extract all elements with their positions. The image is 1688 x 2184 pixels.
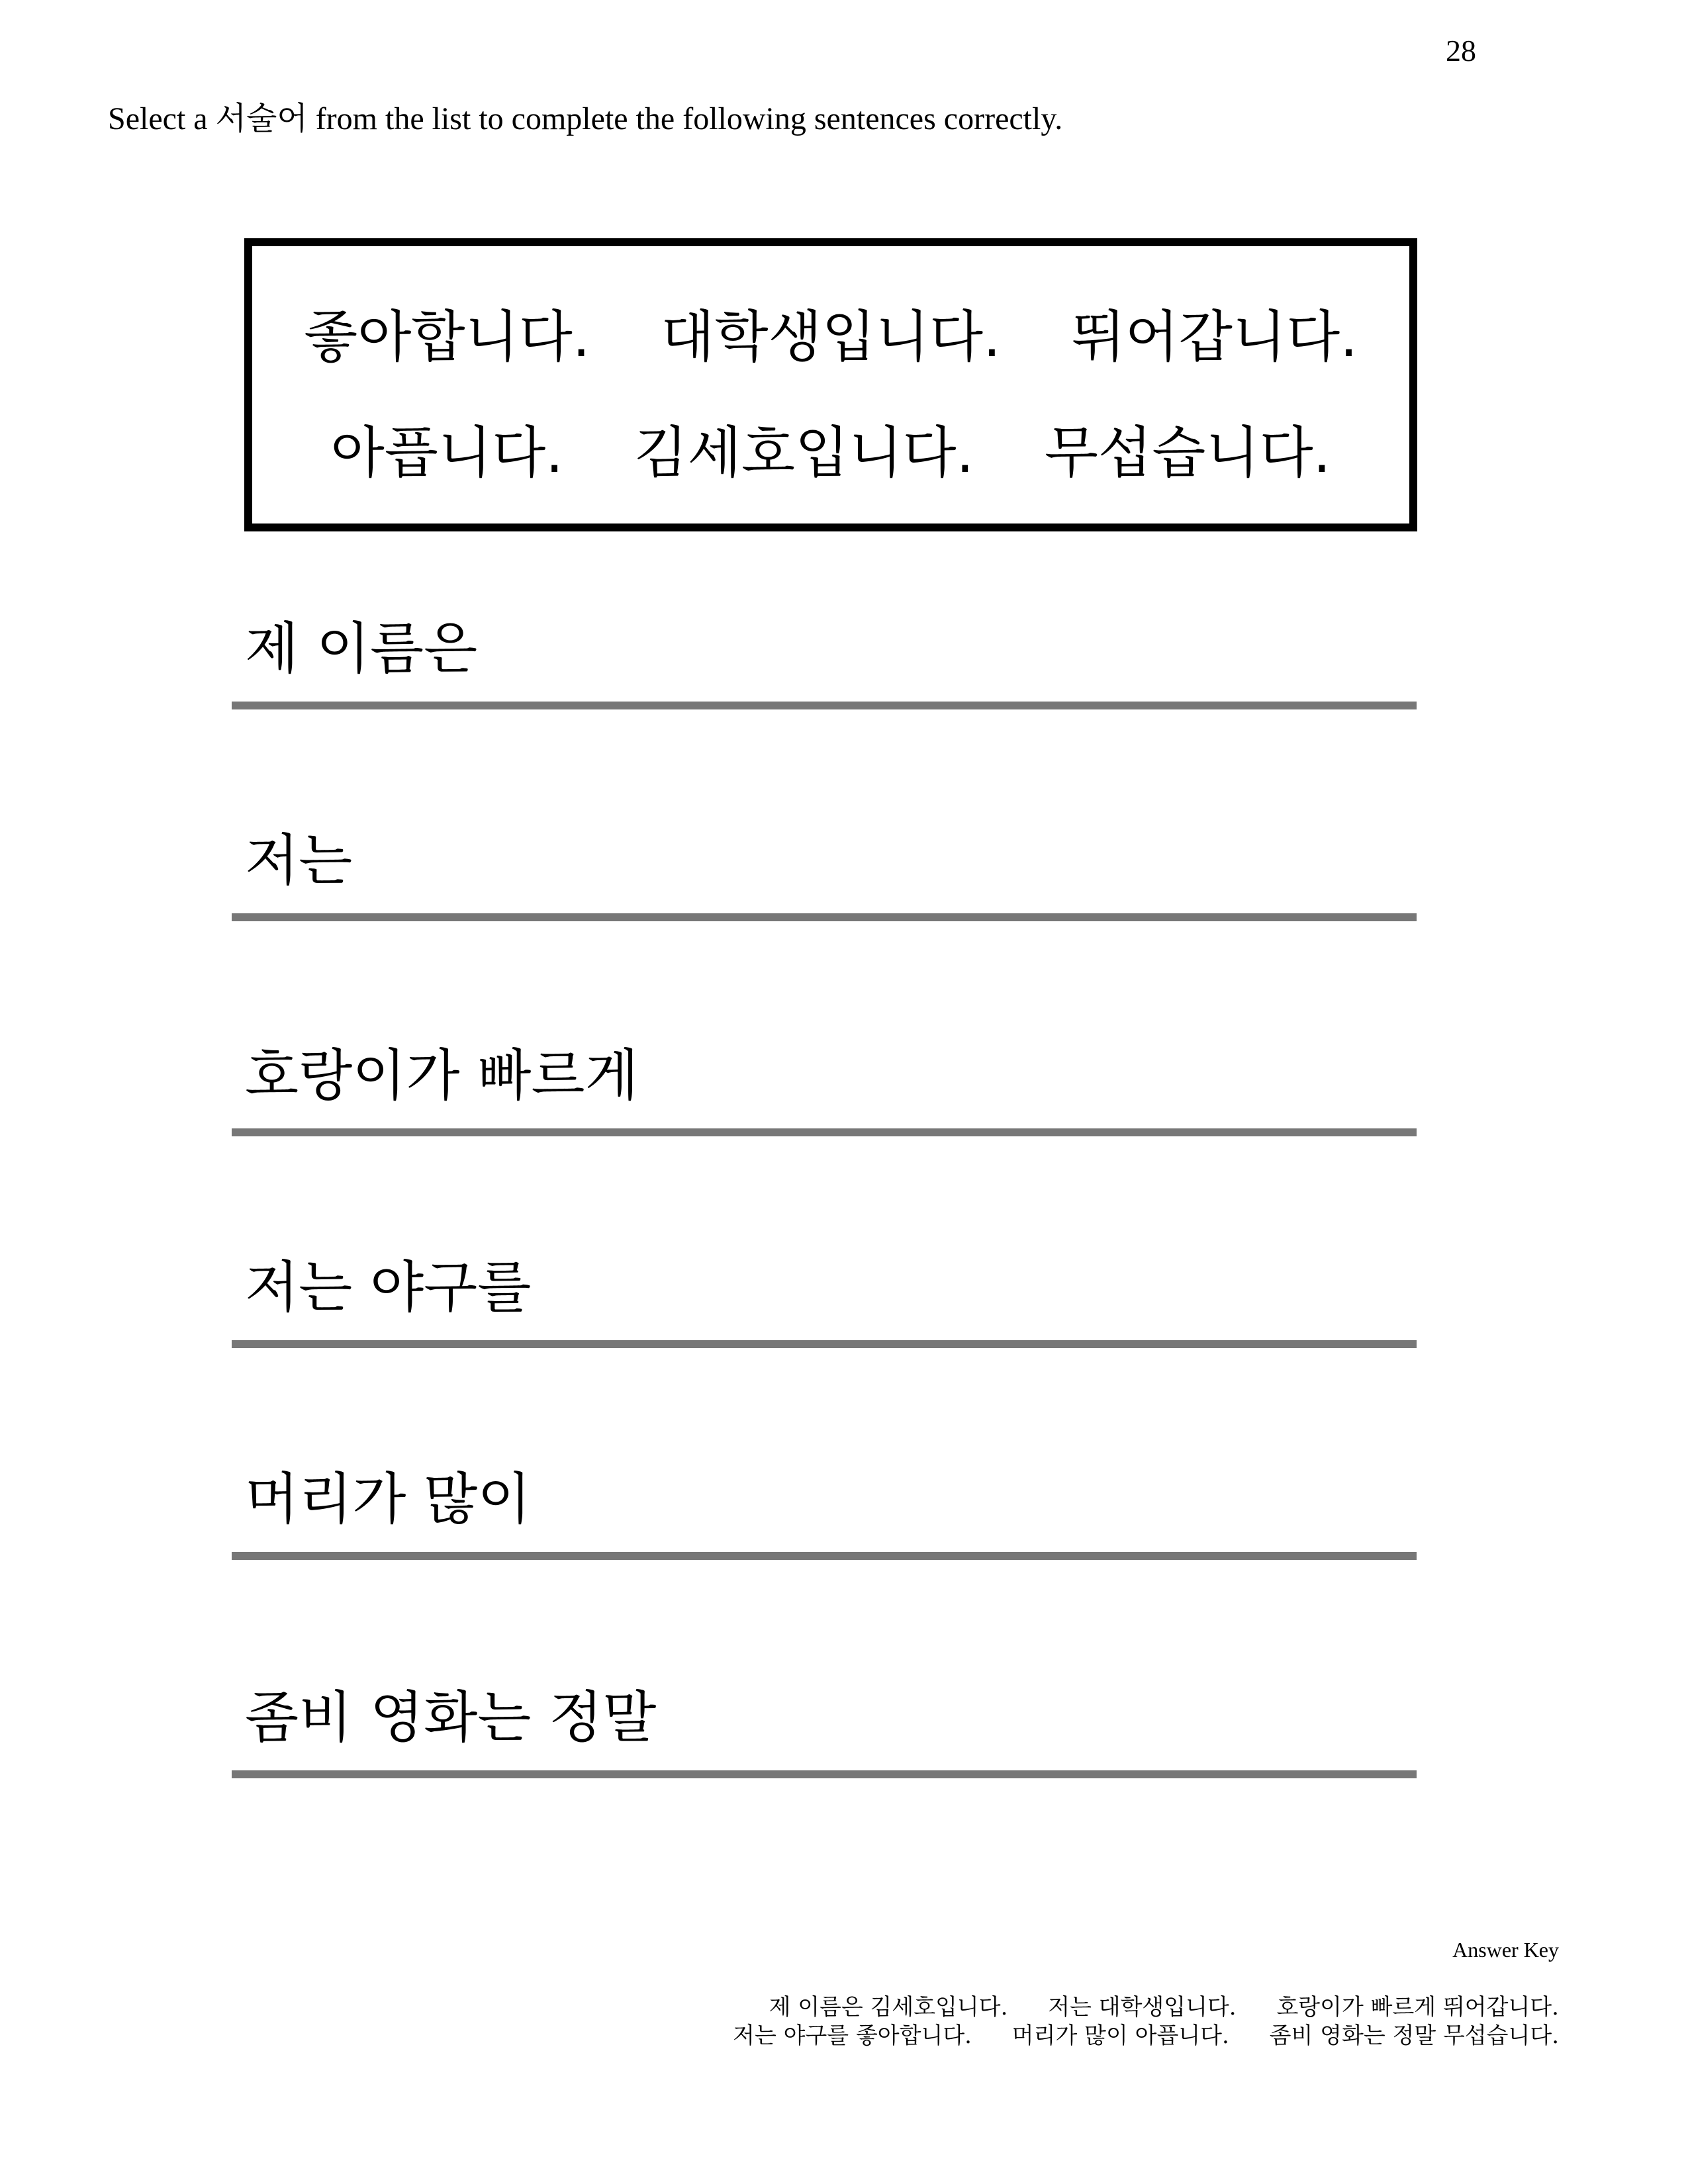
word-bank-item: 무섭습니다. [1044, 420, 1331, 485]
word-bank-item: 대학생입니다. [661, 304, 1001, 369]
answer-key-item: 좀비 영화는 정말 무섭습니다. [1269, 2023, 1559, 2049]
answer-line [232, 913, 1417, 921]
answer-line [232, 1340, 1417, 1348]
word-bank-item: 김세호입니다. [633, 420, 974, 485]
answer-line [232, 1128, 1417, 1136]
word-bank-row [252, 408, 1409, 488]
instruction-text: Select a 서술어 from the list to complete the following sentences correctly. [108, 101, 1063, 136]
word-bank-item: 좋아합니다. [304, 304, 590, 369]
sentence-prompt-text: 저는 [245, 828, 353, 893]
sentence-prompt [232, 1446, 1423, 1560]
sentence-prompt [232, 1664, 1423, 1778]
sentence-prompt [232, 1023, 1423, 1136]
answer-key-row [695, 1989, 1559, 2021]
sentence-prompt [232, 807, 1423, 921]
answer-line [232, 1770, 1417, 1778]
answer-key-item: 머리가 많이 아픕니다. [1011, 2023, 1229, 2049]
word-bank-box [244, 238, 1417, 531]
sentence-prompt [232, 1234, 1423, 1348]
sentence-prompt-text: 저는 야구를 [245, 1255, 532, 1320]
sentence-prompt-text: 좀비 영화는 정말 [245, 1685, 657, 1750]
word-bank-item: 뛰어갑니다. [1071, 304, 1358, 369]
answer-key-item: 저는 야구를 좋아합니다. [733, 2023, 972, 2049]
answer-key-item: 제 이름은 김세호입니다. [769, 1994, 1008, 2021]
word-bank-row [252, 293, 1409, 373]
answer-key-title: Answer Key [1452, 1938, 1559, 1962]
word-bank-item: 아픕니다. [330, 420, 563, 485]
sentence-prompt [232, 596, 1423, 709]
answer-line [232, 1552, 1417, 1560]
answer-key-item: 호랑이가 빠르게 뛰어갑니다. [1276, 1994, 1559, 2021]
sentence-prompt-text: 머리가 많이 [245, 1467, 532, 1531]
sentence-prompt-text: 호랑이가 빠르게 [245, 1043, 639, 1108]
page-number: 28 [1446, 34, 1476, 68]
sentence-prompt-text: 제 이름은 [245, 616, 478, 681]
answer-key-row [695, 2017, 1559, 2050]
answer-key-item: 저는 대학생입니다. [1048, 1994, 1237, 2021]
answer-line [232, 702, 1417, 709]
